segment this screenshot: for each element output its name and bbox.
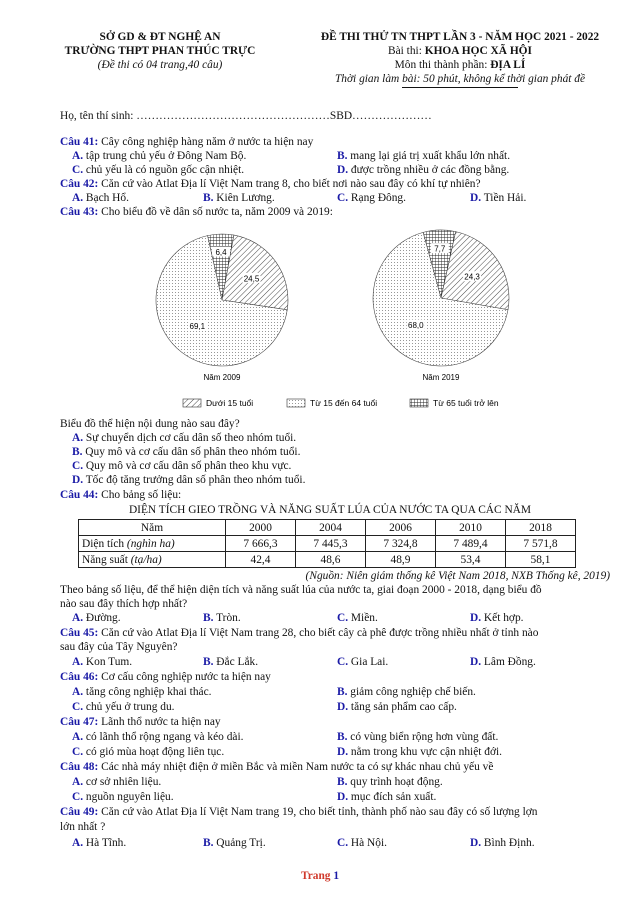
question-49: Câu 49: Căn cứ vào Atlat Địa lí Việt Nam trang 19, cho biết tỉnh, thành phố nào sau đây có số lượng lợn: [60, 806, 538, 818]
exam-title: ĐỀ THI THỬ TN THPT LẦN 3 - NĂM HỌC 2021 - 2022: [320, 31, 600, 43]
table-cell: 7 666,3: [226, 536, 296, 552]
pie-2009-title: Năm 2009: [203, 373, 241, 382]
page-number: 1: [333, 870, 340, 882]
pie-label-under-15: 24,3: [464, 272, 480, 282]
page-word: Trang: [300, 870, 334, 882]
q49-option-b[interactable]: B. Quảng Trị.: [203, 837, 266, 849]
question-41: Câu 41: Cây công nghiệp hàng năm ở nước ta hiện nay: [60, 136, 314, 148]
table-cell: 48,6: [296, 552, 366, 568]
table-row-label: Diện tích (nghìn ha): [79, 536, 226, 552]
school-name: TRƯỜNG THPT PHAN THÚC TRỰC: [64, 45, 256, 57]
exam-subject-line: Bài thi: KHOA HỌC XÃ HỘI: [388, 45, 532, 57]
page-count-note: (Đề thi có 04 trang,40 câu): [97, 59, 223, 71]
table-header-cell: Năm: [79, 520, 226, 536]
q46-option-d[interactable]: D. tăng sản phẩm cao cấp.: [337, 701, 457, 713]
pie-label-15-64: 68,0: [408, 321, 424, 331]
pie-2019-title: Năm 2019: [422, 373, 460, 382]
exam-component-line: Môn thi thành phần: ĐỊA LÍ: [394, 59, 526, 71]
pie-label-65-plus: 7,7: [434, 244, 446, 254]
q47-option-b[interactable]: B. có vùng biển rộng hơn vùng đất.: [337, 731, 499, 743]
table-cell: 7 571,8: [506, 536, 576, 552]
q49-option-c[interactable]: C. Hà Nội.: [337, 837, 387, 849]
q43-option-d[interactable]: D. Tốc độ tăng trưởng dân số phân theo nhóm tuổi.: [72, 474, 306, 486]
question-47: Câu 47: Lãnh thổ nước ta hiện nay: [60, 716, 221, 728]
exam-time-note: Thời gian làm bài: 50 phút, không kể thời gian phát đề: [334, 73, 586, 85]
question-45: Câu 45: Căn cứ vào Atlat Địa lí Việt Nam trang 28, cho biết cây cà phê được trồng nhiều nhất ở tỉnh nào: [60, 627, 539, 639]
legend-swatch-65-plus: [410, 399, 428, 407]
page-footer: [0, 870, 640, 882]
question-43: Câu 43: Cho biểu đồ về dân số nước ta, năm 2009 và 2019:: [60, 206, 333, 218]
q48-option-b[interactable]: B. quy trình hoạt động.: [337, 776, 443, 788]
pie-label-under-15: 24,5: [243, 274, 260, 284]
chart-legend: [183, 398, 499, 408]
table-header-cell: 2000: [226, 520, 296, 536]
q45-option-c[interactable]: C. Gia Lai.: [337, 656, 389, 668]
q49-option-d[interactable]: D. Bình Định.: [470, 837, 535, 849]
population-pie-chart: [150, 222, 550, 414]
q44-option-d[interactable]: D. Kết hợp.: [470, 612, 524, 624]
pie-label-15-64: 69,1: [189, 322, 206, 332]
question-48: Câu 48: Các nhà máy nhiệt điện ở miền Bắc và miền Nam nước ta có sự khác nhau chủ yếu về: [60, 761, 494, 773]
table-header-cell: 2010: [436, 520, 506, 536]
q41-option-a[interactable]: A. tập trung chủ yếu ở Đông Nam Bộ.: [72, 150, 247, 162]
q48-option-c[interactable]: C. nguồn nguyên liệu.: [72, 791, 174, 803]
table-cell: 58,1: [506, 552, 576, 568]
table-cell: 53,4: [436, 552, 506, 568]
student-info-line: Họ, tên thí sinh: ……………………………………………SBD…………………: [60, 110, 432, 122]
pie-2019: [373, 230, 509, 366]
rice-data-table: [78, 519, 576, 568]
q44-option-b[interactable]: B. Tròn.: [203, 612, 241, 624]
question-44: Câu 44: Cho bảng số liệu:: [60, 489, 182, 501]
q45-option-b[interactable]: B. Đắc Lắk.: [203, 656, 259, 668]
q46-option-b[interactable]: B. giảm công nghiệp chế biến.: [337, 686, 476, 698]
q41-option-d[interactable]: D. được trồng nhiều ở các đồng bằng.: [337, 164, 510, 176]
table-header-cell: 2006: [366, 520, 436, 536]
question-49-cont: lớn nhất ?: [60, 821, 106, 833]
q44-option-a[interactable]: A. Đường.: [72, 612, 121, 624]
pie-label-65-plus: 6,4: [215, 248, 227, 257]
table-header-cell: 2018: [506, 520, 576, 536]
table-cell: 7 324,8: [366, 536, 436, 552]
table-source: (Nguồn: Niên giám thống kê Việt Nam 2018, NXB Thống kê, 2019): [305, 570, 610, 582]
q47-option-a[interactable]: A. có lãnh thổ rộng ngang và kéo dài.: [72, 731, 244, 743]
q43-option-c[interactable]: C. Quy mô và cơ cấu dân số phân theo khu vực.: [72, 460, 292, 472]
pie-slice-under-15: [222, 235, 288, 310]
legend-under-15: Dưới 15 tuổi: [206, 398, 254, 408]
table-cell: 7 445,3: [296, 536, 366, 552]
q44-stem-1: Theo bảng số liệu, để thể hiện diện tích và năng suất lúa của nước ta, giai đoạn 2000 - 2018, dạng biểu đồ: [60, 584, 542, 596]
table-cell: 48,9: [366, 552, 436, 568]
q43-option-b[interactable]: B. Quy mô và cơ cấu dân số phân theo nhóm tuổi.: [72, 446, 301, 458]
q41-option-c[interactable]: C. chủ yếu là có nguồn gốc cận nhiệt.: [72, 164, 245, 176]
legend-15-64: Từ 15 đến 64 tuổi: [310, 398, 378, 408]
question-45-cont: sau đây của Tây Nguyên?: [60, 641, 178, 653]
q47-option-c[interactable]: C. có gió mùa hoạt động liên tục.: [72, 746, 225, 758]
question-46: Câu 46: Cơ cấu công nghiệp nước ta hiện nay: [60, 671, 271, 683]
header-underline: [402, 87, 518, 88]
legend-swatch-15-64: [287, 399, 305, 407]
pie-2009: [156, 234, 288, 366]
table-title: DIỆN TÍCH GIEO TRỒNG VÀ NĂNG SUẤT LÚA CỦA NƯỚC TA QUA CÁC NĂM: [128, 504, 532, 516]
q42-option-d[interactable]: D. Tiền Hải.: [470, 192, 527, 204]
table-row: [79, 536, 576, 552]
header-left: [40, 30, 280, 72]
q42-option-c[interactable]: C. Rạng Đông.: [337, 192, 406, 204]
q44-stem-2: nào sau đây thích hợp nhất?: [60, 598, 188, 610]
exam-component: ĐỊA LÍ: [490, 59, 526, 71]
table-row: [79, 552, 576, 568]
q46-option-a[interactable]: A. tăng công nghiệp khai thác.: [72, 686, 212, 698]
table-cell: 42,4: [226, 552, 296, 568]
q45-option-a[interactable]: A. Kon Tum.: [72, 656, 133, 668]
q48-option-a[interactable]: A. cơ sở nhiên liệu.: [72, 776, 162, 788]
question-42: Câu 42: Căn cứ vào Atlat Địa lí Việt Nam trang 8, cho biết nơi nào sau đây có khí tự nhiên?: [60, 178, 481, 190]
question-label: Câu 41:: [60, 136, 99, 148]
legend-65-plus: Từ 65 tuổi trở lên: [433, 398, 499, 408]
header-right: [290, 30, 630, 86]
table-header-row: [79, 520, 576, 536]
exam-subject: KHOA HỌC XÃ HỘI: [424, 45, 532, 57]
q45-option-d[interactable]: D. Lâm Đồng.: [470, 656, 536, 668]
q46-option-c[interactable]: C. chủ yếu ở trung du.: [72, 701, 175, 713]
q48-option-d[interactable]: D. mục đích sản xuất.: [337, 791, 437, 803]
q49-option-a[interactable]: A. Hà Tĩnh.: [72, 837, 127, 849]
q42-option-a[interactable]: A. Bạch Hổ.: [72, 192, 129, 204]
q41-option-b[interactable]: B. mang lại giá trị xuất khẩu lớn nhất.: [337, 150, 511, 162]
q42-option-b[interactable]: B. Kiên Lương.: [203, 192, 275, 204]
legend-swatch-under-15: [183, 399, 201, 407]
q47-option-d[interactable]: D. nằm trong khu vực cận nhiệt đới.: [337, 746, 502, 758]
q43-stem: Biểu đồ thể hiện nội dung nào sau đây?: [60, 418, 240, 430]
q44-option-c[interactable]: C. Miền.: [337, 612, 378, 624]
table-cell: 7 489,4: [436, 536, 506, 552]
q43-option-a[interactable]: A. Sự chuyển dịch cơ cấu dân số theo nhóm tuổi.: [72, 432, 297, 444]
table-header-cell: 2004: [296, 520, 366, 536]
table-row-label: Năng suất (tạ/ha): [79, 552, 226, 568]
department-name: SỞ GD & ĐT NGHỆ AN: [99, 31, 221, 43]
